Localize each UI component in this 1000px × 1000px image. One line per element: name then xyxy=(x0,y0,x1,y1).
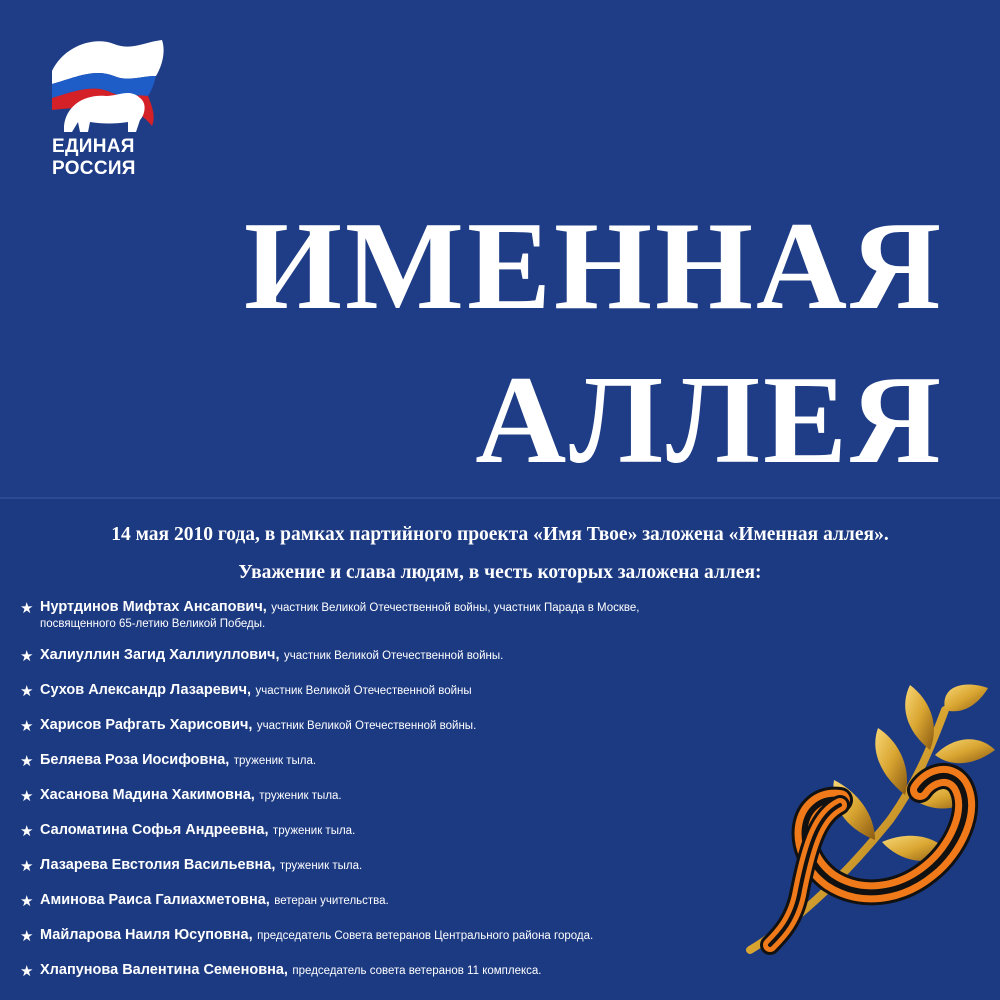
star-icon: ★ xyxy=(20,823,34,840)
star-icon: ★ xyxy=(20,753,34,770)
list-item xyxy=(20,646,760,681)
title-line-2: АЛЛЕЯ xyxy=(475,351,944,490)
honoree-desc: труженик тыла. xyxy=(272,825,356,837)
honoree-name: Хасанова Мадина Хакимовна, xyxy=(40,787,255,803)
star-icon: ★ xyxy=(20,600,34,617)
honoree-desc: участник Великой Отечественной войны. xyxy=(256,720,477,732)
star-icon: ★ xyxy=(20,788,34,805)
laurel-branch-icon xyxy=(740,680,1000,980)
honoree-desc: участник Великой Отечественной войны xyxy=(255,685,472,697)
honoree-name: Саломатина Софья Андреевна, xyxy=(40,822,269,838)
honoree-name: Сухов Александр Лазаревич, xyxy=(40,682,252,698)
star-icon: ★ xyxy=(20,963,34,980)
honoree-desc-2: посвященного 65-летию Великой Победы. xyxy=(40,618,266,630)
list-item xyxy=(20,598,760,646)
star-icon: ★ xyxy=(20,893,34,910)
list-item xyxy=(20,751,760,786)
honorees-list xyxy=(20,598,760,991)
title-line-1: ИМЕННАЯ xyxy=(244,197,944,336)
honoree-name: Харисов Рафгать Харисович, xyxy=(40,717,253,733)
honoree-name: Лазарева Евстолия Васильевна, xyxy=(40,857,276,873)
honoree-desc: труженик тыла. xyxy=(259,790,342,802)
list-item xyxy=(20,961,760,991)
honoree-desc: труженик тыла. xyxy=(233,755,317,767)
intro-text: 14 мая 2010 года, в рамках партийного проекта «Имя Твое» заложена «Именная аллея». xyxy=(111,524,889,545)
list-item xyxy=(20,716,760,751)
logo-line-1: ЕДИНАЯ xyxy=(52,136,135,157)
honoree-name: Беляева Роза Иосифовна, xyxy=(40,752,230,768)
flag-bear-icon xyxy=(44,36,174,136)
honoree-name: Нуртдинов Мифтах Ансапович, xyxy=(40,599,267,615)
divider-line xyxy=(0,497,1000,499)
logo-text xyxy=(52,136,172,180)
star-icon: ★ xyxy=(20,718,34,735)
honoree-name: Хлапунова Валентина Семеновна, xyxy=(40,962,288,978)
honoree-desc: председатель Совета ветеранов Центрального района города. xyxy=(257,930,594,942)
party-logo xyxy=(44,36,174,186)
star-icon: ★ xyxy=(20,858,34,875)
star-icon: ★ xyxy=(20,648,34,665)
honoree-desc: участник Великой Отечественной войны. xyxy=(283,650,504,662)
list-item xyxy=(20,856,760,891)
honoree-name: Майларова Наиля Юсуповна, xyxy=(40,927,253,943)
honoree-desc: председатель совета ветеранов 11 комплекса. xyxy=(292,965,542,977)
honoree-desc: труженик тыла. xyxy=(279,860,363,872)
logo-line-2: РОССИЯ xyxy=(52,158,136,179)
honoree-name: Халиуллин Загид Халлиуллович, xyxy=(40,647,280,663)
honoree-desc: ветеран учительства. xyxy=(274,895,389,907)
list-item xyxy=(20,926,760,961)
subtitle-text: Уважение и слава людям, в честь которых заложена аллея: xyxy=(238,562,762,583)
list-item xyxy=(20,821,760,856)
list-item xyxy=(20,681,760,716)
honoree-name: Аминова Раиса Галиахметовна, xyxy=(40,892,270,908)
honoree-desc: участник Великой Отечественной войны, участник Парада в Москве, xyxy=(271,602,640,614)
list-item xyxy=(20,786,760,821)
star-icon: ★ xyxy=(20,683,34,700)
list-item xyxy=(20,891,760,926)
star-icon: ★ xyxy=(20,928,34,945)
